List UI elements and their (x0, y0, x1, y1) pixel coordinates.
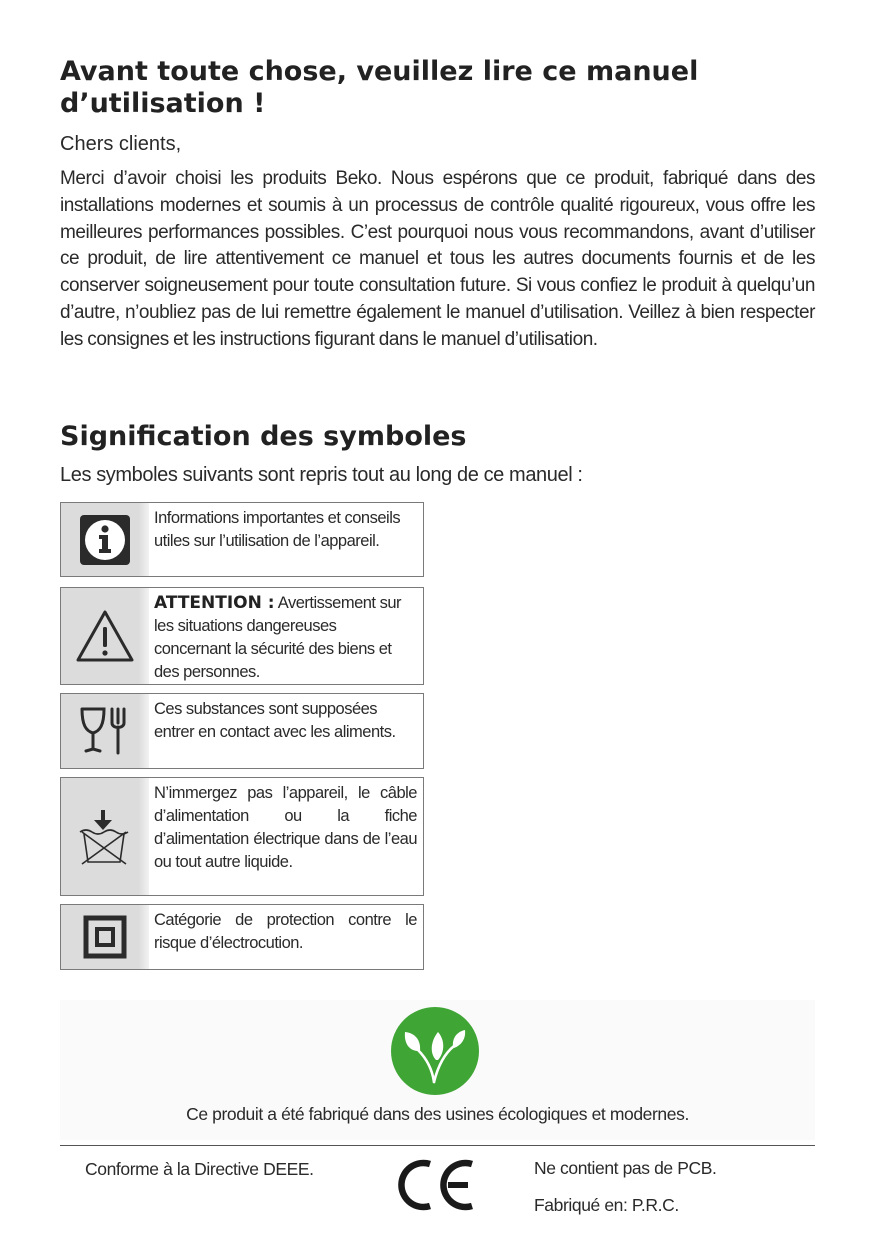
intro-paragraph: Merci d’avoir choisi les produits Beko. Nous espérons que ce produit, fabriqué dans des installations modernes et soumis à un processus de contrôle qualité rigoureux, vous offre les meilleures performances possibles. C’est pourquoi nous vous recommandons, avant d’utiliser ce produit, de lire attentivement ce manuel et tous les autres documents fournis et de les conserver soigneusement pour toute consultation future. Si vous confiez le produit à quelqu’un d’autre, n’oubliez pas de lui remettre également le manuel d’utilisation. Veillez à bien respecter les consignes et les instructions figurant dans le manuel d’utilisation. (60, 168, 815, 350)
ce-mark-icon (398, 1156, 478, 1214)
deee-text: Conforme à la Directive DEEE. (85, 1159, 314, 1179)
symbol-row-info (60, 502, 424, 577)
made-in-text: Fabriqué en: P.R.C. (534, 1195, 679, 1215)
symbol-text-warning (154, 592, 417, 684)
symbol-text-no-immerse: N’immergez pas l’appareil, le câble d’alimentation ou la fiche d’alimentation électrique dans de l’eau ou tout autre liquide. (154, 784, 417, 871)
footer-divider (60, 1145, 815, 1146)
page-title: Avant toute chose, veuillez lire ce manuel d’utilisation ! (60, 56, 699, 119)
greeting: Chers clients, (60, 133, 182, 155)
info-icon (61, 503, 149, 576)
symbols-intro: Les symboles suivants sont repris tout au long de ce manuel : (60, 464, 583, 486)
food-contact-icon (61, 694, 149, 768)
symbols-title: Signification des symboles (60, 421, 467, 452)
attention-label: ATTENTION : (154, 593, 275, 613)
symbol-row-warning (60, 587, 424, 685)
symbol-text-food: Ces substances sont supposées entrer en contact avec les aliments. (154, 700, 396, 741)
double-insulation-icon (61, 905, 149, 969)
eco-text: Ce produit a été fabriqué dans des usines écologiques et modernes. (186, 1104, 689, 1124)
eco-leaf-icon (390, 1006, 480, 1096)
symbol-row-no-immerse (60, 777, 424, 896)
warning-icon (61, 588, 149, 684)
pcb-text: Ne contient pas de PCB. (534, 1158, 717, 1178)
symbol-text-protection: Catégorie de protection contre le risque d’électrocution. (154, 911, 417, 952)
attention-text: Avertissement sur les situations dangereuses concernant la sécurité des biens et des personnes. (154, 594, 402, 681)
no-immerse-icon (61, 778, 149, 895)
symbol-text-info: Informations importantes et conseils utiles sur l’utilisation de l’appareil. (154, 509, 401, 550)
symbol-row-food (60, 693, 424, 769)
eco-section (60, 1000, 815, 1140)
symbol-row-protection (60, 904, 424, 970)
